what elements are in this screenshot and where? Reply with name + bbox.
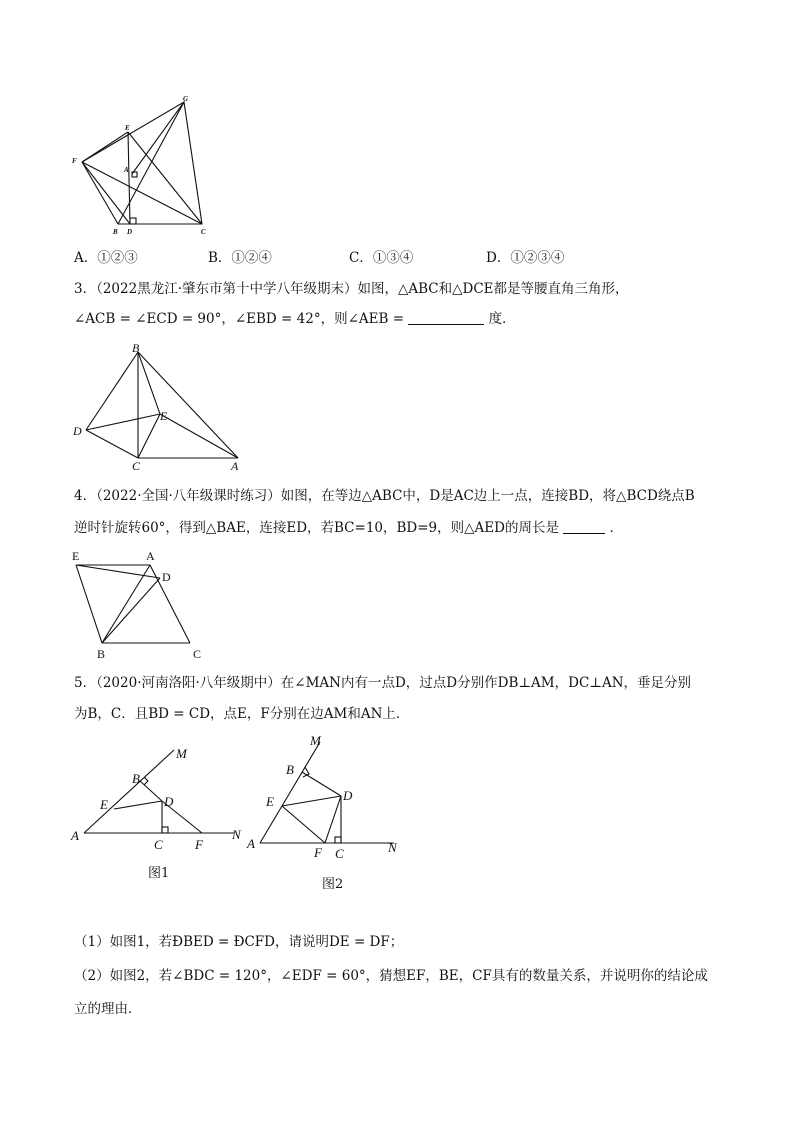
fig2-label-a: A	[247, 836, 255, 851]
figure-q3	[68, 340, 248, 475]
fig1-label-c: C	[154, 837, 163, 850]
fig2-label-n: N	[388, 840, 397, 855]
q3-line1: 3．（2022黑龙江·肇东市第十中学八年级期末）如图，△ABC和△DCE都是等腰直角三角形，	[74, 281, 629, 297]
fig-q2-label-f: F	[72, 157, 77, 165]
fig1-caption: 图1	[148, 866, 170, 881]
q5-line1: 5．（2020·河南洛阳·八年级期中）在∠MAN内有一点D，过点D分别作DB⊥AM，DC⊥AN，垂足分别	[74, 675, 692, 691]
fig2-label-d: D	[343, 788, 353, 803]
fig1-label-a: A	[71, 828, 79, 843]
fig-q4-label-d: D	[162, 570, 171, 584]
fig-q3-label-b: B	[132, 341, 140, 355]
figure-q2	[64, 92, 224, 242]
option-a: A．①②③	[74, 250, 138, 266]
fig-q4-label-e: E	[72, 549, 80, 563]
fig2-caption: 图2	[322, 877, 344, 892]
option-d: D．①②③④	[486, 250, 565, 266]
fig-q3-label-e: E	[160, 409, 168, 423]
fig-q3-label-c: C	[132, 459, 141, 473]
fig1-label-e: E	[100, 797, 108, 812]
fig-q4-label-a: A	[146, 549, 155, 563]
q4-line2-pre: 逆时针旋转60°，得到△BAE，连接ED，若BC=10，BD=9，则△AED的周长是	[74, 520, 559, 536]
q3-line2	[74, 309, 516, 329]
q5-part1: （1）如图1，若ÐBED = ÐCFD，请说明DE = DF；	[74, 934, 404, 950]
figure-q5-1	[66, 738, 251, 850]
q3-line2-pre: ∠ACB = ∠ECD = 90°，∠EBD = 42°，则∠AEB =	[74, 311, 405, 327]
q4-line1: 4．（2022·全国·八年级课时练习）如图，在等边△ABC中，D是AC边上一点，连接BD，将△BCD绕点B	[74, 488, 695, 504]
q4-line2	[74, 518, 623, 538]
fig1-label-d: D	[164, 794, 174, 809]
fig1-label-n: N	[232, 827, 241, 842]
q3-answer-blank[interactable]	[408, 310, 484, 325]
fig-q2-label-a: A	[124, 166, 129, 174]
fig-q2-label-b: B	[113, 228, 118, 236]
fig1-label-f: F	[195, 837, 203, 850]
figure-q4	[66, 545, 216, 663]
fig-q2-label-e: E	[125, 124, 130, 132]
fig2-label-m: M	[310, 733, 321, 748]
fig2-label-f: F	[314, 845, 322, 860]
fig2-label-e: E	[266, 794, 274, 809]
fig-q4-label-b: B	[97, 647, 106, 661]
q5-part2-line2: 立的理由．	[74, 1001, 142, 1017]
fig-q4-label-c: C	[193, 647, 202, 661]
fig2-label-c: C	[335, 846, 344, 860]
fig-q2-lines	[82, 102, 202, 224]
fig-q2-label-d: D	[127, 228, 133, 236]
fig-q2-label-c: C	[201, 228, 206, 236]
fig-q2-label-g: G	[183, 95, 189, 103]
fig1-label-b: B	[132, 771, 140, 786]
fig-q3-label-a: A	[231, 459, 239, 473]
option-c: C．①③④	[349, 250, 414, 266]
q4-line2-post: ．	[609, 520, 624, 536]
fig2-label-b: B	[286, 762, 294, 777]
q4-answer-blank[interactable]	[563, 519, 605, 534]
option-b: B．①②④	[208, 250, 272, 266]
q5-line2: 为B，C．且BD = CD，点E，F分别在边AM和AN上．	[74, 706, 410, 722]
q5-part2-line1: （2）如图2，若∠BDC = 120°，∠EDF = 60°，猜想EF，BE，CF具有的数量关系，并说明你的结论成	[74, 968, 708, 984]
figure-q5-2	[246, 730, 416, 860]
fig-q3-label-d: D	[73, 424, 82, 438]
fig1-label-m: M	[176, 746, 187, 761]
q3-line2-post: 度．	[488, 311, 516, 327]
